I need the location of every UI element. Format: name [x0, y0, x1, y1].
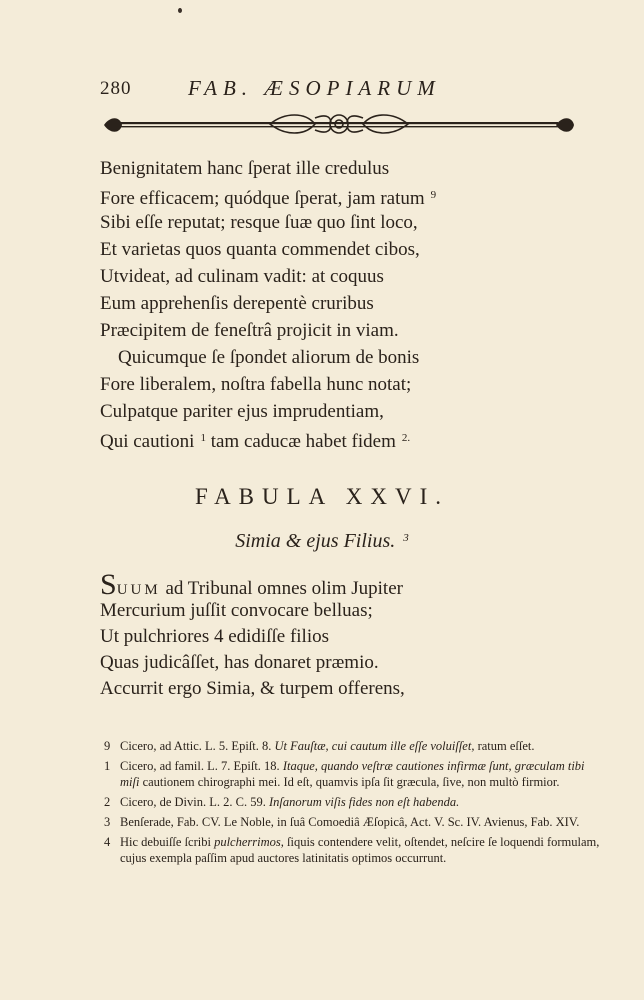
ornament-rule — [100, 110, 578, 140]
footnote: 4 Hic debuiſſe ſcribi pulcherrimos, ſiquis contendere velit, oſtendet, neſcire ſe loquendi formulam, cujus exempla paſſim apud auctores latinitatis optimos occurrunt. — [104, 835, 600, 865]
verse-line: Eum apprehenſis derepentè cruribus — [100, 293, 374, 314]
fable-title: FABULA XXVI. — [194, 484, 450, 509]
verse-line: Fore liberalem, noſtra fabella hunc notat; — [100, 374, 412, 395]
verse-line: Fore efficacem; quódque ſperat, jam ratum $^9$ — [100, 188, 437, 209]
verse-line: Utvideat, ad culinam vadit: at coquus — [100, 266, 384, 287]
footnote-ref: 1 — [200, 432, 206, 444]
verse-line: Culpatque pariter ejus imprudentiam, — [100, 401, 384, 422]
footnote-ref: 3 — [403, 532, 409, 544]
verse-block-1 — [100, 155, 540, 452]
running-head: FAB. ÆSOPIARUM — [188, 76, 441, 100]
verse-line: Sibi eſſe reputat; resque ſuæ quo ſint loco, — [100, 212, 418, 233]
ink-dot — [178, 8, 182, 13]
verse-line: Accurrit ergo Simia, & turpem offerens, — [100, 678, 405, 699]
footnote: 3 Benſerade, Fab. CV. Le Noble, in ſuâ Comoediâ Æſopicâ, Act. V. Sc. IV. Avienus, Fab. XIV. — [104, 815, 580, 829]
footnote-ref: 2. — [401, 432, 411, 444]
footnote: 9 Cicero, ad Attic. L. 5. Epiſt. 8. Ut Fauſtæ, cui cautum ille eſſe voluiſſet, ratum eſſet. — [104, 739, 535, 753]
drop-initial: S — [100, 568, 117, 601]
footnotes — [104, 738, 604, 870]
verse-line: Quas judicâſſet, has donaret præmio. — [100, 652, 379, 673]
verse-line: Quicumque ſe ſpondet aliorum de bonis — [118, 347, 420, 368]
footnote-ref: 9 — [430, 189, 437, 201]
footnote: 1 Cicero, ad famil. L. 7. Epiſt. 18. Itaque, quando veſtræ cautiones infirmæ ſunt, græculam tibi miſi cautionem chirographi mei. Id eſt, quamvis ipſa ſit græcula, ſive, non multò firmior. — [104, 759, 585, 789]
verse-line: Mercurium juſſit convocare belluas; — [100, 600, 373, 621]
footnote: 2 Cicero, de Divin. L. 2. C. 59. Inſanorum viſis fides non eſt habenda. — [104, 795, 460, 809]
verse-line: SUUM ad Tribunal omnes olim Jupiter — [100, 568, 403, 601]
page-header — [100, 74, 540, 104]
verse-line: Ut pulchriores 4 edidiſſe filios — [100, 626, 330, 647]
verse-block-2 — [100, 568, 540, 702]
verse-line: Præcipitem de feneſtrâ projicit in viam. — [100, 320, 399, 341]
verse-line: Benignitatem hanc ſperat ille credulus — [100, 158, 390, 179]
fable-subtitle: Simia & ejus Filius. $^3$ — [235, 530, 409, 552]
verse-line: Et varietas quos quanta commendet cibos, — [100, 239, 420, 260]
verse-line: Qui cautioni $^1$ tam caducæ habet fidem $^{2.}$ — [100, 431, 411, 452]
page-number: 280 — [100, 78, 132, 99]
